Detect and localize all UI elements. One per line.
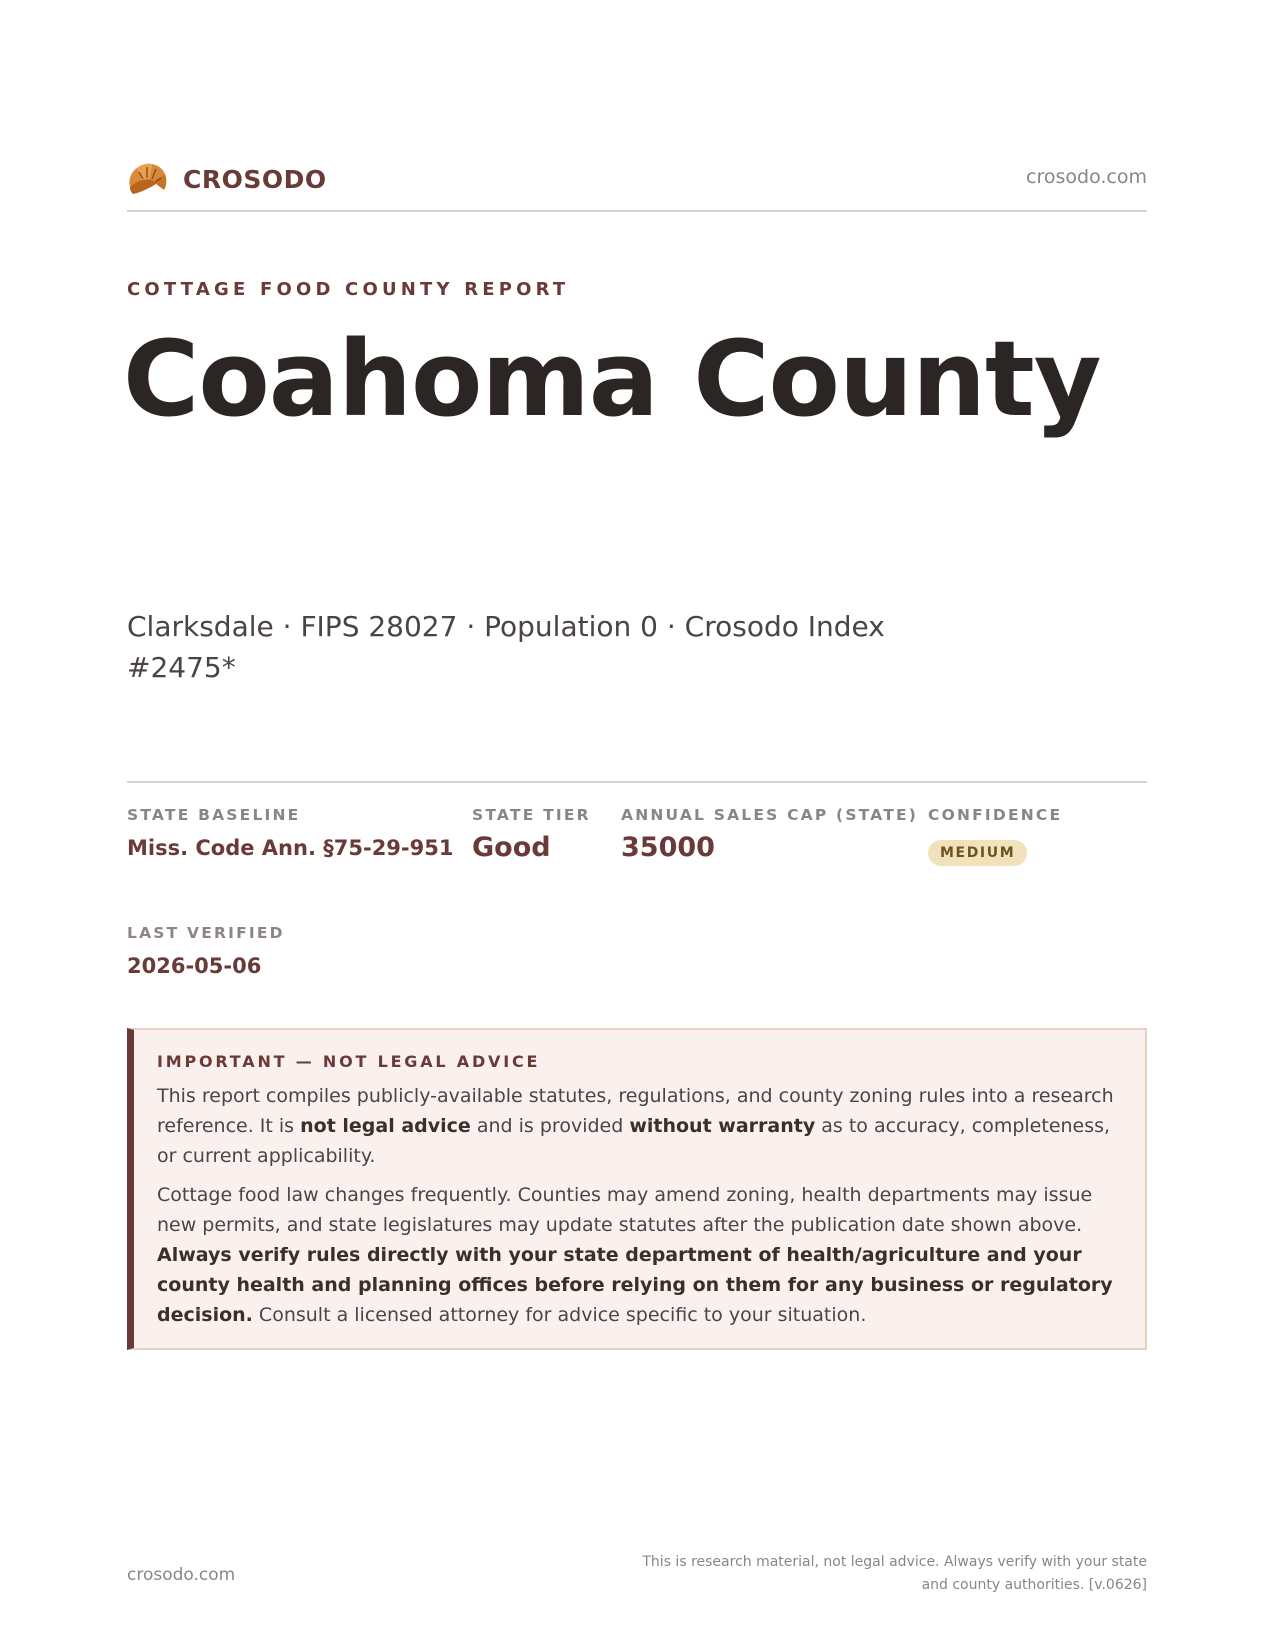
stat-state-tier [472, 806, 591, 863]
stat-label: STATE BASELINE [127, 806, 301, 824]
brand[interactable] [127, 160, 327, 198]
notice-text: as to accuracy, completeness, or current applicability. [157, 1115, 1111, 1167]
brand-name: CROSODO [183, 164, 327, 194]
stat-state-baseline [127, 806, 453, 860]
notice-emphasis: not legal advice [300, 1115, 471, 1137]
stat-label: STATE TIER [472, 806, 591, 824]
report-eyebrow: COTTAGE FOOD COUNTY REPORT [127, 279, 570, 300]
notice-heading: IMPORTANT — NOT LEGAL ADVICE [157, 1052, 541, 1071]
stat-value: Miss. Code Ann. §75-29-951 [127, 836, 454, 860]
page-title: Coahoma County [123, 318, 1101, 440]
legal-notice [127, 1028, 1147, 1350]
notice-text: This report compiles publicly-available statutes, regulations, and county zoning rules into a research reference. It is [157, 1085, 1114, 1137]
croissant-icon [127, 160, 169, 198]
stat-sales-cap [621, 806, 918, 863]
stat-label: ANNUAL SALES CAP (STATE) [621, 806, 919, 824]
notice-emphasis: without warranty [629, 1115, 816, 1137]
stat-label: LAST VERIFIED [127, 924, 285, 942]
notice-emphasis: Always verify rules directly with your state department of health/agriculture and your county health and planning offices before relying on them for any business or regulatory decision. [157, 1244, 1113, 1326]
page-header [127, 156, 1147, 212]
confidence-badge: MEDIUM [928, 840, 1027, 866]
notice-paragraph [157, 1180, 1119, 1330]
section-divider [127, 781, 1147, 783]
stat-value: 35000 [621, 832, 715, 863]
stat-label: CONFIDENCE [928, 806, 1063, 824]
stat-confidence [928, 806, 1062, 866]
notice-text: Cottage food law changes frequently. Counties may amend zoning, health departments may issue new permits, and state legislatures may update statutes after the publication date shown above. [157, 1184, 1093, 1236]
stat-value: Good [472, 832, 551, 863]
notice-text: and is provided [470, 1115, 630, 1137]
report-subtitle: Clarksdale · FIPS 28027 · Population 0 · Crosodo Index #2475* [127, 610, 885, 684]
header-site-link[interactable]: crosodo.com [1026, 166, 1147, 188]
notice-text: Consult a licensed attorney for advice specific to your situation. [252, 1304, 867, 1326]
stat-value: 2026-05-06 [127, 954, 262, 978]
stat-last-verified [127, 924, 285, 978]
footer-site-link[interactable]: crosodo.com [127, 1565, 236, 1585]
footer-disclaimer: This is research material, not legal advice. Always verify with your state and county authorities. [v.0626] [642, 1554, 1147, 1593]
notice-paragraph [157, 1081, 1119, 1171]
report-page [123, 0, 1147, 1650]
